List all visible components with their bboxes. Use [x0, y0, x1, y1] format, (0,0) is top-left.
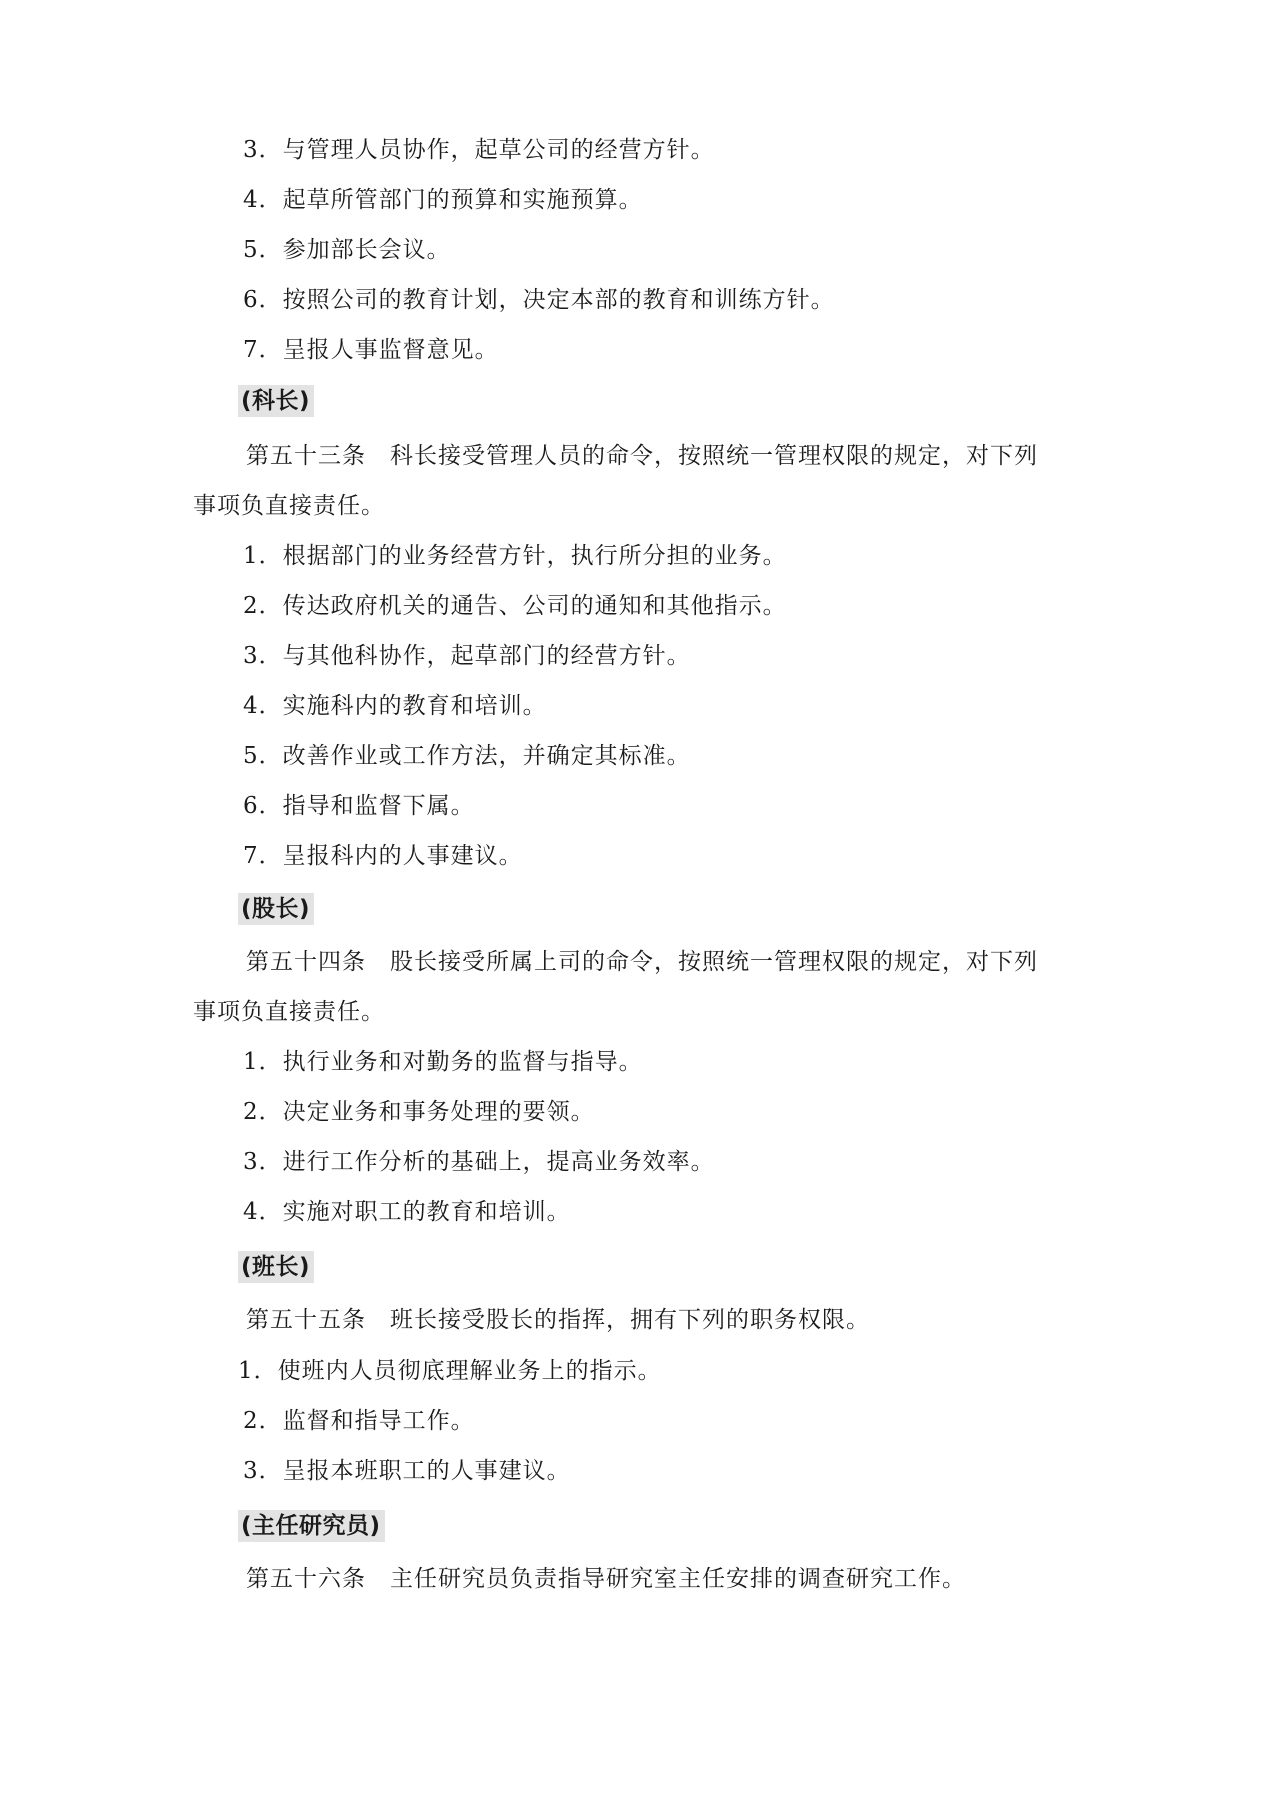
- list-item: 3．进行工作分析的基础上，提高业务效率。: [243, 1149, 715, 1175]
- list-item: 4．实施科内的教育和培训。: [243, 693, 547, 719]
- list-item: 1．根据部门的业务经营方针，执行所分担的业务。: [243, 543, 787, 569]
- list-item: 2．监督和指导工作。: [243, 1408, 475, 1434]
- article-56: 第五十六条 主任研究员负责指导研究室主任安排的调查研究工作。: [246, 1566, 966, 1592]
- article-54: 第五十四条 股长接受所属上司的命令，按照统一管理权限的规定，对下列: [246, 949, 1038, 975]
- article-53: 第五十三条 科长接受管理人员的命令，按照统一管理权限的规定，对下列: [246, 443, 1038, 469]
- list-item: 1．使班内人员彻底理解业务上的指示。: [238, 1358, 662, 1384]
- list-item: 2．传达政府机关的通告、公司的通知和其他指示。: [243, 593, 787, 619]
- list-item: 3．与管理人员协作，起草公司的经营方针。: [243, 137, 715, 163]
- list-item: 5．改善作业或工作方法，并确定其标准。: [243, 743, 691, 769]
- list-item: 3．呈报本班职工的人事建议。: [243, 1458, 571, 1484]
- list-item: 2．决定业务和事务处理的要领。: [243, 1099, 595, 1125]
- section-heading-banzhang: (班长): [238, 1251, 314, 1283]
- list-item: 4．起草所管部门的预算和实施预算。: [243, 187, 643, 213]
- list-item: 3．与其他科协作，起草部门的经营方针。: [243, 643, 691, 669]
- article-53-continued: 事项负直接责任。: [193, 493, 385, 519]
- list-item: 6．按照公司的教育计划，决定本部的教育和训练方针。: [243, 287, 835, 313]
- list-item: 7．呈报人事监督意见。: [243, 337, 499, 363]
- list-item: 1．执行业务和对勤务的监督与指导。: [243, 1049, 643, 1075]
- section-heading-zhuren: (主任研究员): [238, 1510, 385, 1542]
- list-item: 4．实施对职工的教育和培训。: [243, 1199, 571, 1225]
- list-item: 7．呈报科内的人事建议。: [243, 843, 523, 869]
- section-heading-kezhang: (科长): [238, 385, 314, 417]
- list-item: 6．指导和监督下属。: [243, 793, 475, 819]
- article-54-continued: 事项负直接责任。: [193, 999, 385, 1025]
- section-heading-guzhang: (股长): [238, 893, 314, 925]
- article-55: 第五十五条 班长接受股长的指挥，拥有下列的职务权限。: [246, 1307, 870, 1333]
- list-item: 5．参加部长会议。: [243, 237, 451, 263]
